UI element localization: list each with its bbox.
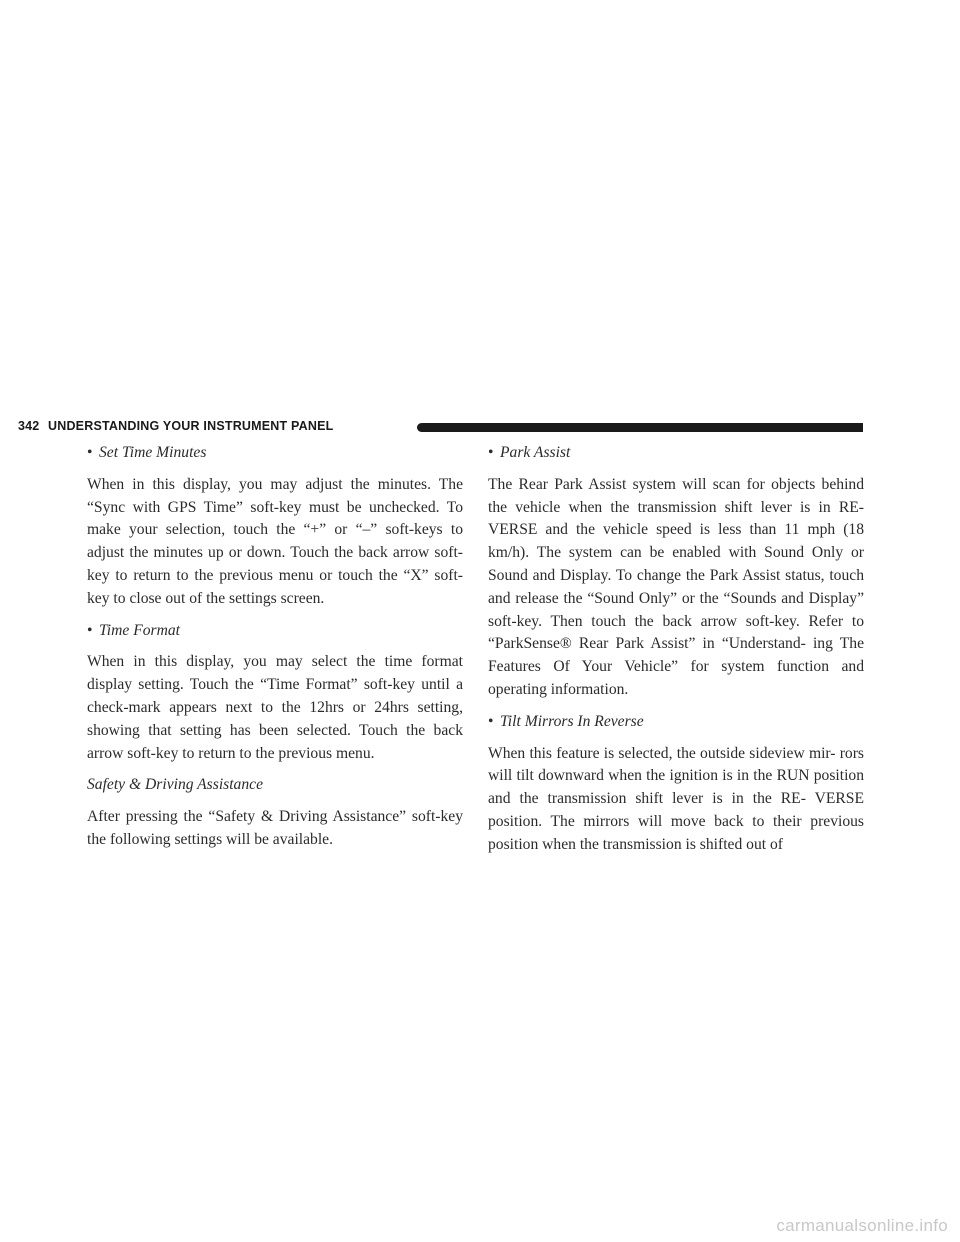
safety-heading: Safety & Driving Assistance [87, 776, 263, 794]
time-format-body: When in this display, you may select the time format display setting. Touch the “Time Format” soft-key until a check-mark appears next to the 12hrs or 24hrs setting, showing that setting has been selected. Touch the back arrow soft-key to return to the previous menu. [87, 653, 463, 762]
set-time-minutes-heading-text: Set Time Minutes [99, 444, 207, 461]
set-time-minutes-heading [87, 442, 463, 465]
tilt-mirrors-body: When this feature is selected, the outside sideview mir- rors will tilt downward when the ignition is in the RUN position and the transmission shift lever is in the RE- VERSE position. The mirrors will move back to their previous position when the transmission is shifted out of [488, 744, 864, 853]
time-format-heading-text: Time Format [99, 621, 181, 639]
page-number: 342 [18, 419, 40, 433]
tilt-mirrors-heading [488, 711, 864, 734]
safety-body: After pressing the “Safety & Driving Assistance” soft-key the following settings will be available. [87, 808, 463, 848]
park-assist-heading-text: Park Assist [500, 444, 571, 461]
section-title: UNDERSTANDING YOUR INSTRUMENT PANEL [48, 419, 334, 433]
time-format-heading [87, 620, 463, 643]
header-rule [417, 423, 863, 432]
right-column [488, 442, 864, 866]
bullet-icon: • [488, 444, 494, 461]
set-time-minutes-body: When in this display, you may adjust the minutes. The “Sync with GPS Time” soft-key must be unchecked. To make your selection, touch the “+” or “–” soft-keys to adjust the minutes up or down. Touch the back arrow soft-key to return to the previous menu or touch the “X” soft-key to close out of the settings screen. [87, 475, 463, 607]
bullet-icon: • [87, 621, 93, 639]
bullet-icon: • [87, 444, 93, 461]
tilt-mirrors-heading-text: Tilt Mirrors In Reverse [500, 712, 644, 730]
bullet-icon: • [488, 712, 494, 730]
page-header [18, 417, 863, 437]
park-assist-body: The Rear Park Assist system will scan for objects behind the vehicle when the transmission shift lever is in RE- VERSE and the vehicle speed is less than 11 mph (18 km/h). The system can be enabled with Sound Only or Sound and Display. To change the Park Assist status, touch and release the “Sound Only” or the “Sounds and Display” soft-key. Then touch the back arrow soft-key. Refer to “ParkSense® Rear Park Assist” in “Understand- ing The Features Of Your Vehicle” for system function and operating information. [488, 475, 864, 698]
watermark: carmanualsonline.info [776, 1216, 948, 1235]
left-column [87, 442, 463, 861]
park-assist-heading [488, 442, 864, 465]
